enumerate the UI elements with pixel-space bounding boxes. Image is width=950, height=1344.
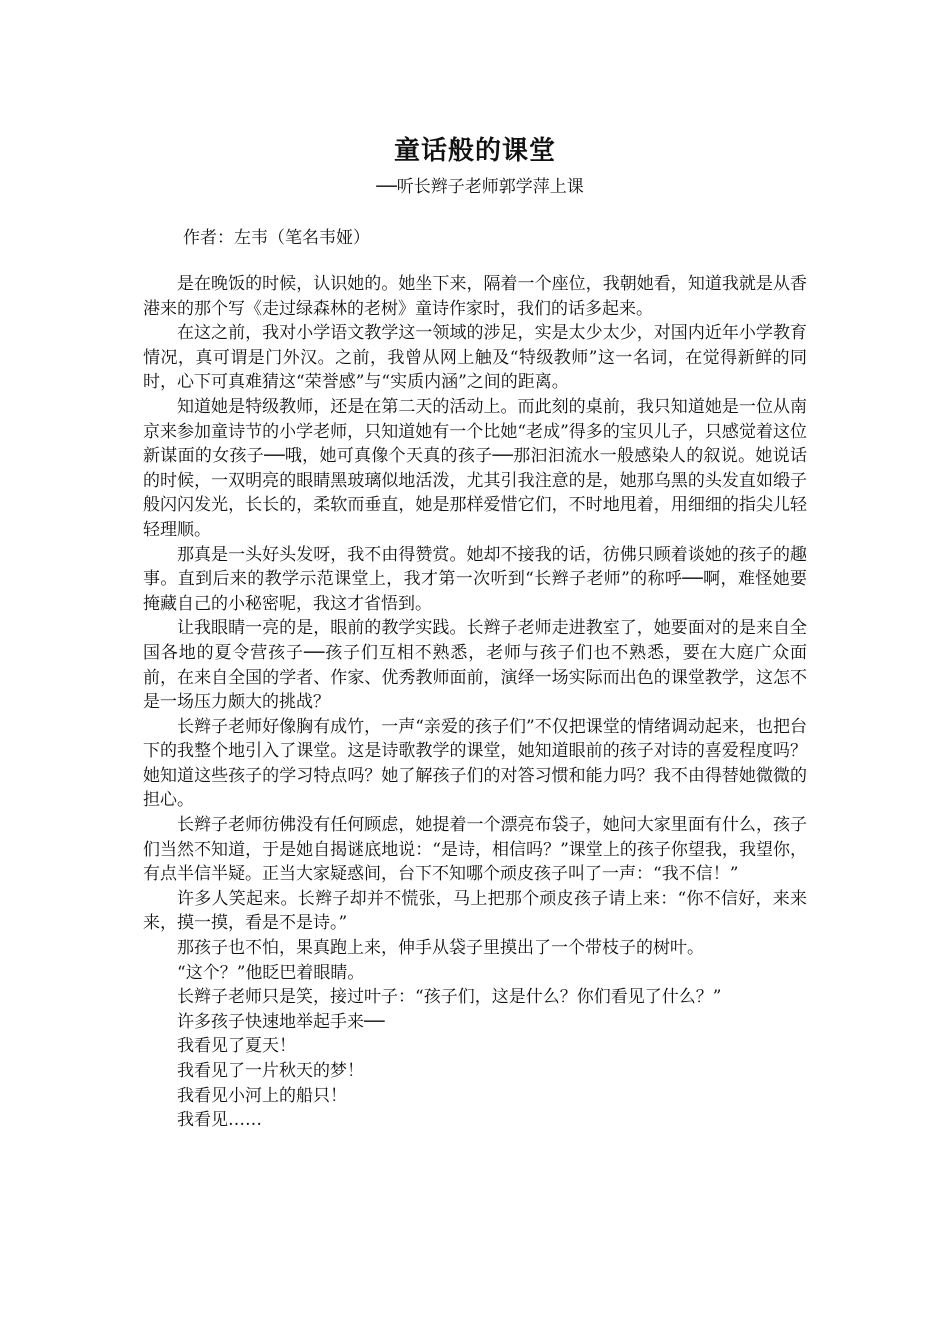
paragraph: “这个？”他眨巴着眼睛。 [177,962,365,983]
paragraph: 许多孩子快速地举起手来── [177,1011,385,1032]
author-line: 作者：左韦（笔名韦娅） [183,228,370,248]
paragraph: 让我眼睛一亮的是，眼前的教学实践。长辫子老师走进教室了，她要面对的是来自全国各地的夏令营孩子──孩子们互相不熟悉，老师与孩子们也不熟悉，要在大庭广众面前，在来自全国的学者、作家、优秀教师面前，演绎一场实际而出色的课堂教学，这怎不是一场压力颇大的挑战？ [143,618,807,713]
paragraph: 我看见小河上的船只！ [177,1085,347,1106]
paragraph: 我看见…… [177,1110,262,1131]
paragraph: 许多人笑起来。长辫子却并不慌张，马上把那个顽皮孩子请上来：“你不信好，来来来，摸一摸，看是不是诗。” [143,888,807,934]
paragraph: 那孩子也不怕，果真跑上来，伸手从袋子里摸出了一个带枝子的树叶。 [177,938,704,959]
paragraph: 是在晚饭的时候，认识她的。她坐下来，隔着一个座位，我朝她看，知道我就是从香港来的那个写《走过绿森林的老树》童诗作家时，我们的话多起来。 [143,274,807,319]
paragraph: 知道她是特级教师，还是在第二天的活动上。而此刻的桌前，我只知道她是一位从南京来参加童诗节的小学老师，只知道她有一个比她“老成”得多的宝贝儿子，只感觉着这位新谋面的女孩子──哦，她可真像个天真的孩子──那汩汩流水一般感染人的叙说。她说话的时候，一双明亮的眼睛黑玻璃似地活泼，尤其引我注意的是，她那乌黑的头发直如缎子般闪闪发光，长长的，柔软而垂直，她是那样爱惜它们，不时地甩着，用细细的指尖儿轻轻理顺。 [143,396,807,540]
paragraph: 那真是一头好头发呀，我不由得赞赏。她却不接我的话，彷佛只顾着谈她的孩子的趣事。直到后来的教学示范课堂上，我才第一次听到“长辫子老师”的称呼──啊，难怪她要掩藏自己的小秘密呢，我这才省悟到。 [143,544,807,614]
document-title: 童话般的课堂 [393,136,556,166]
paragraph: 长辫子老师彷佛没有任何顾虑，她提着一个漂亮布袋子，她问大家里面有什么，孩子们当然不知道，于是她自揭谜底地说：“是诗，相信吗？”课堂上的孩子你望我，我望你，有点半信半疑。正当大家疑惑间，台下不知哪个顽皮孩子叫了一声：“我不信！” [143,815,807,885]
paragraph: 长辫子老师只是笑，接过叶子：“孩子们，这是什么？你们看见了什么？” [177,987,722,1008]
paragraph: 我看见了一片秋天的梦！ [177,1061,364,1081]
paragraph: 长辫子老师好像胸有成竹，一声“亲爱的孩子们”不仅把课堂的情绪调动起来，也把台下的我整个地引入了课堂。这是诗歌教学的课堂，她知道眼前的孩子对诗的喜爱程度吗？她知道这些孩子的学习特点吗？她了解孩子们的对答习惯和能力吗？我不由得替她微微的担心。 [143,716,807,811]
paragraph: 在这之前，我对小学语文教学这一领域的涉足，实是太少太少，对国内近年小学教育情况，真可谓是门外汉。之前，我曾从网上触及“特级教师”这一名词，在觉得新鲜的同时，心下可真难猜这“荣誉感”与“实质内涵”之间的距离。 [143,323,807,393]
document-subtitle: ──听长辫子老师郭学萍上课 [376,177,584,197]
article-body [143,272,807,1133]
paragraph: 我看见了夏天！ [177,1036,296,1057]
